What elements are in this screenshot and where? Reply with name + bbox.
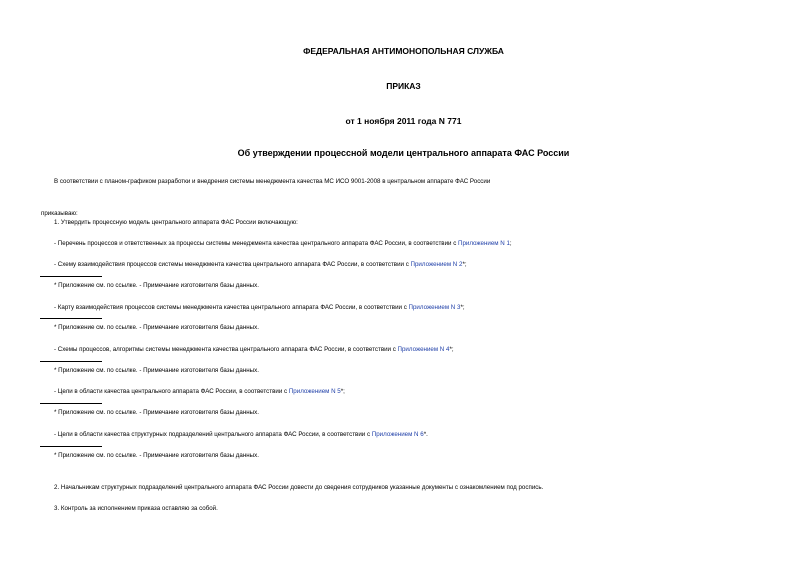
footnote: * Приложение см. по ссылке. - Примечание изготовителя базы данных. (54, 324, 259, 331)
footnote-divider (40, 403, 102, 404)
list-item (54, 431, 428, 439)
list-item-tail: *; (460, 304, 465, 311)
footnote-divider (40, 446, 102, 447)
footnote: * Приложение см. по ссылке. - Примечание изготовителя базы данных. (54, 282, 259, 289)
appendix-link-6[interactable]: Приложением N 6 (371, 431, 424, 438)
footnote: * Приложение см. по ссылке. - Примечание изготовителя базы данных. (54, 452, 259, 459)
appendix-link-3[interactable]: Приложением N 3 (408, 304, 461, 311)
footnote-divider (40, 276, 102, 277)
list-item-text: - Схему взаимодействия процессов системы менеджмента качества центрального аппарата ФАС России, в соответствии с (54, 261, 411, 268)
paragraph-2: 2. Начальникам структурных подразделений центрального аппарата ФАС России довести до сведения сотрудников указанные документы с ознакомлением под роспись. (54, 484, 544, 491)
footnote-divider (40, 361, 102, 362)
list-item-tail: *; (462, 261, 467, 268)
appendix-link-5[interactable]: Приложением N 5 (288, 388, 341, 395)
footnote: * Приложение см. по ссылке. - Примечание изготовителя базы данных. (54, 367, 259, 374)
list-item (54, 304, 465, 312)
appendix-link-1[interactable]: Приложением N 1 (458, 240, 510, 247)
list-item (54, 388, 345, 396)
agency-name: ФЕДЕРАЛЬНАЯ АНТИМОНОПОЛЬНАЯ СЛУЖБА (303, 46, 504, 56)
list-item (54, 261, 467, 269)
appendix-link-4[interactable]: Приложением N 4 (397, 346, 450, 353)
footnote: * Приложение см. по ссылке. - Примечание изготовителя базы данных. (54, 409, 259, 416)
list-item-tail: ; (509, 240, 512, 247)
document-date-number: от 1 ноября 2011 года N 771 (345, 116, 462, 126)
list-item-tail: *; (449, 346, 454, 353)
appendix-link-2[interactable]: Приложением N 2 (410, 261, 463, 268)
list-item-text: - Схемы процессов, алгоритмы системы менеджмента качества центрального аппарата ФАС России, в соответствии с (54, 346, 398, 353)
paragraph-1: 1. Утвердить процессную модель центрального аппарата ФАС России включающую: (54, 219, 298, 226)
order-word: приказываю: (41, 210, 78, 217)
list-item-tail: *. (423, 431, 428, 438)
paragraph-3: 3. Контроль за исполнением приказа оставляю за собой. (54, 505, 218, 512)
list-item-text: - Цели в области качества структурных подразделений центрального аппарата ФАС России, в соответствии с (54, 431, 372, 438)
list-item (54, 240, 512, 248)
document-type: ПРИКАЗ (386, 81, 421, 91)
list-item (54, 346, 454, 354)
list-item-text: - Карту взаимодействия процессов системы менеджмента качества центрального аппарата ФАС России, в соответствии с (54, 304, 409, 311)
document-title: Об утверждении процессной модели центрального аппарата ФАС России (237, 148, 570, 158)
list-item-tail: *; (340, 388, 345, 395)
list-item-text: - Перечень процессов и ответственных за процессы системы менеджмента качества центрального аппарата ФАС России, в соответствии с (54, 240, 459, 247)
intro-paragraph: В соответствии с планом-графиком разработки и внедрения системы менеджмента качества МС ИСО 9001-2008 в центральном аппарате ФАС России (54, 178, 491, 185)
list-item-text: - Цели в области качества центрального аппарата ФАС России, в соответствии с (54, 388, 289, 395)
footnote-divider (40, 318, 102, 319)
